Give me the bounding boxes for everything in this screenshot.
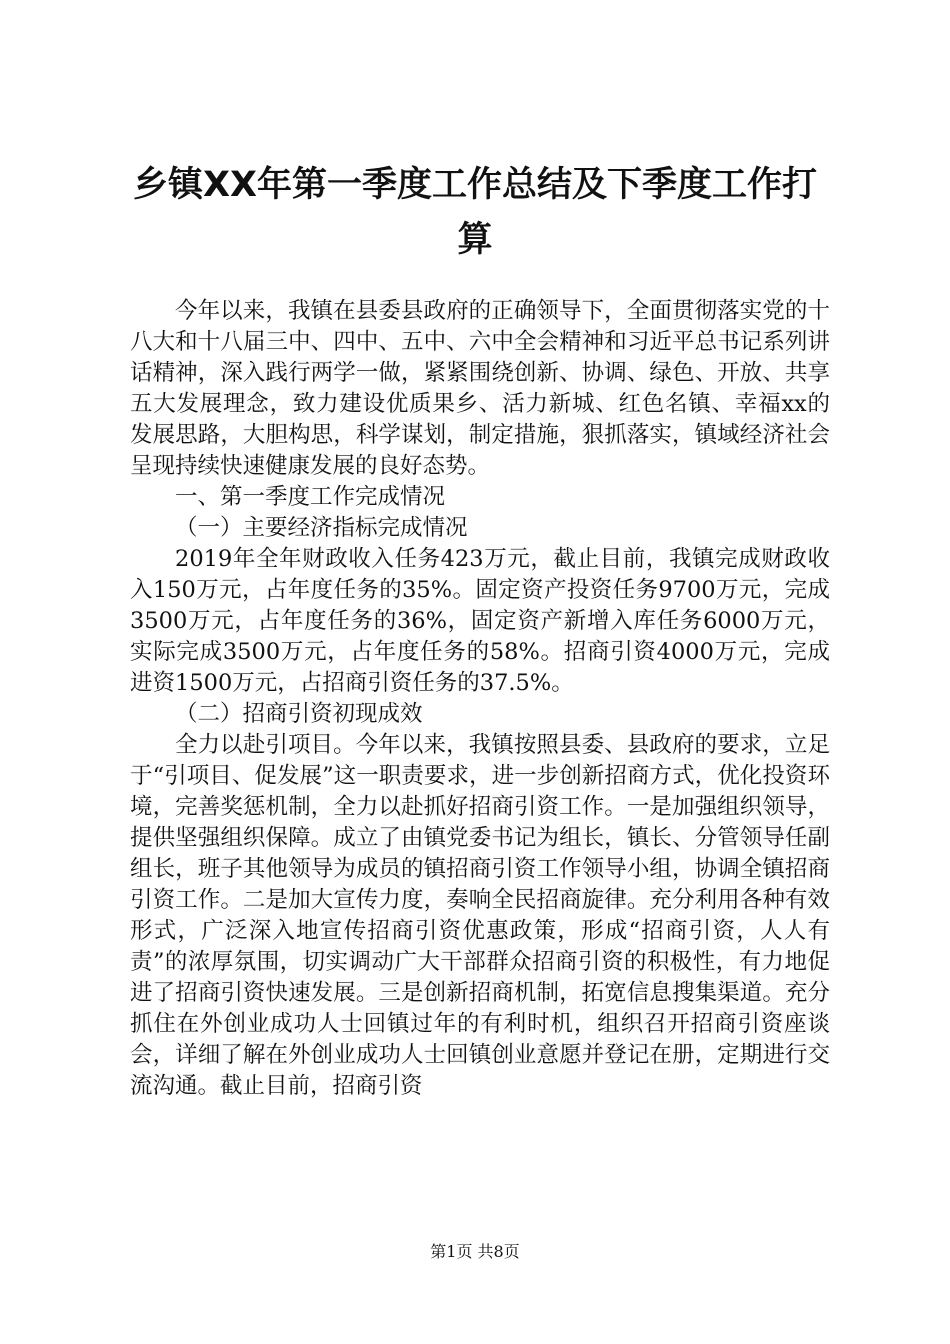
subsection-heading-investment: （二）招商引资初现成效 (175, 701, 423, 727)
investment-paragraph: 全力以赴引项目。今年以来，我镇按照县委、县政府的要求，立足于“引项目、促发展”这一职责要求，进一步创新招商方式，优化投资环境，完善奖惩机制，全力以赴抓好招商引资工作。一是加强组织领导，提供坚强组织保障。成立了由镇党委书记为组长，镇长、分管领导任副组长，班子其他领导为成员的镇招商引资工作领导小组，协调全镇招商引资工作。二是加大宣传力度，奏响全民招商旋律。充分利用各种有效形式，广泛深入地宣传招商引资优惠政策，形成“招商引资，人人有责”的浓厚氛围，切实调动广大干部群众招商引资的积极性，有力地促进了招商引资快速发展。三是创新招商机制，拓宽信息搜集渠道。充分抓住在外创业成功人士回镇过年的有利时机，组织召开招商引资座谈会，详细了解在外创业成功人士回镇创业意愿并登记在册，定期进行交流沟通。截止目前，招商引资 (130, 732, 830, 1099)
subsection-heading-economic-indicators: （一）主要经济指标完成情况 (175, 515, 468, 541)
document-title-line-2: 算 (457, 220, 493, 260)
document-body (130, 296, 830, 1102)
section-heading: 一、第一季度工作完成情况 (175, 484, 446, 510)
page-number-footer: 第1页 共8页 (430, 1242, 520, 1261)
economic-indicators-paragraph: 2019年全年财政收入任务423万元，截止目前，我镇完成财政收入150万元，占年度任务的35%。固定资产投资任务9700万元，完成3500万元，占年度任务的36%，固定资产新增入库任务6000万元，实际完成3500万元，占年度任务的58%。招商引资4000万元，完成进资1500万元，占招商引资任务的37.5%。 (130, 546, 830, 696)
intro-paragraph: 今年以来，我镇在县委县政府的正确领导下，全面贯彻落实党的十八大和十八届三中、四中、五中、六中全会精神和习近平总书记系列讲话精神，深入践行两学一做，紧紧围绕创新、协调、绿色、开放、共享五大发展理念，致力建设优质果乡、活力新城、红色名镇、幸福xx的发展思路，大胆构思，科学谋划，制定措施，狠抓落实，镇域经济社会呈现持续快速健康发展的良好态势。 (130, 298, 830, 479)
document-title-line-1: 乡镇XX年第一季度工作总结及下季度工作打 (133, 165, 817, 205)
